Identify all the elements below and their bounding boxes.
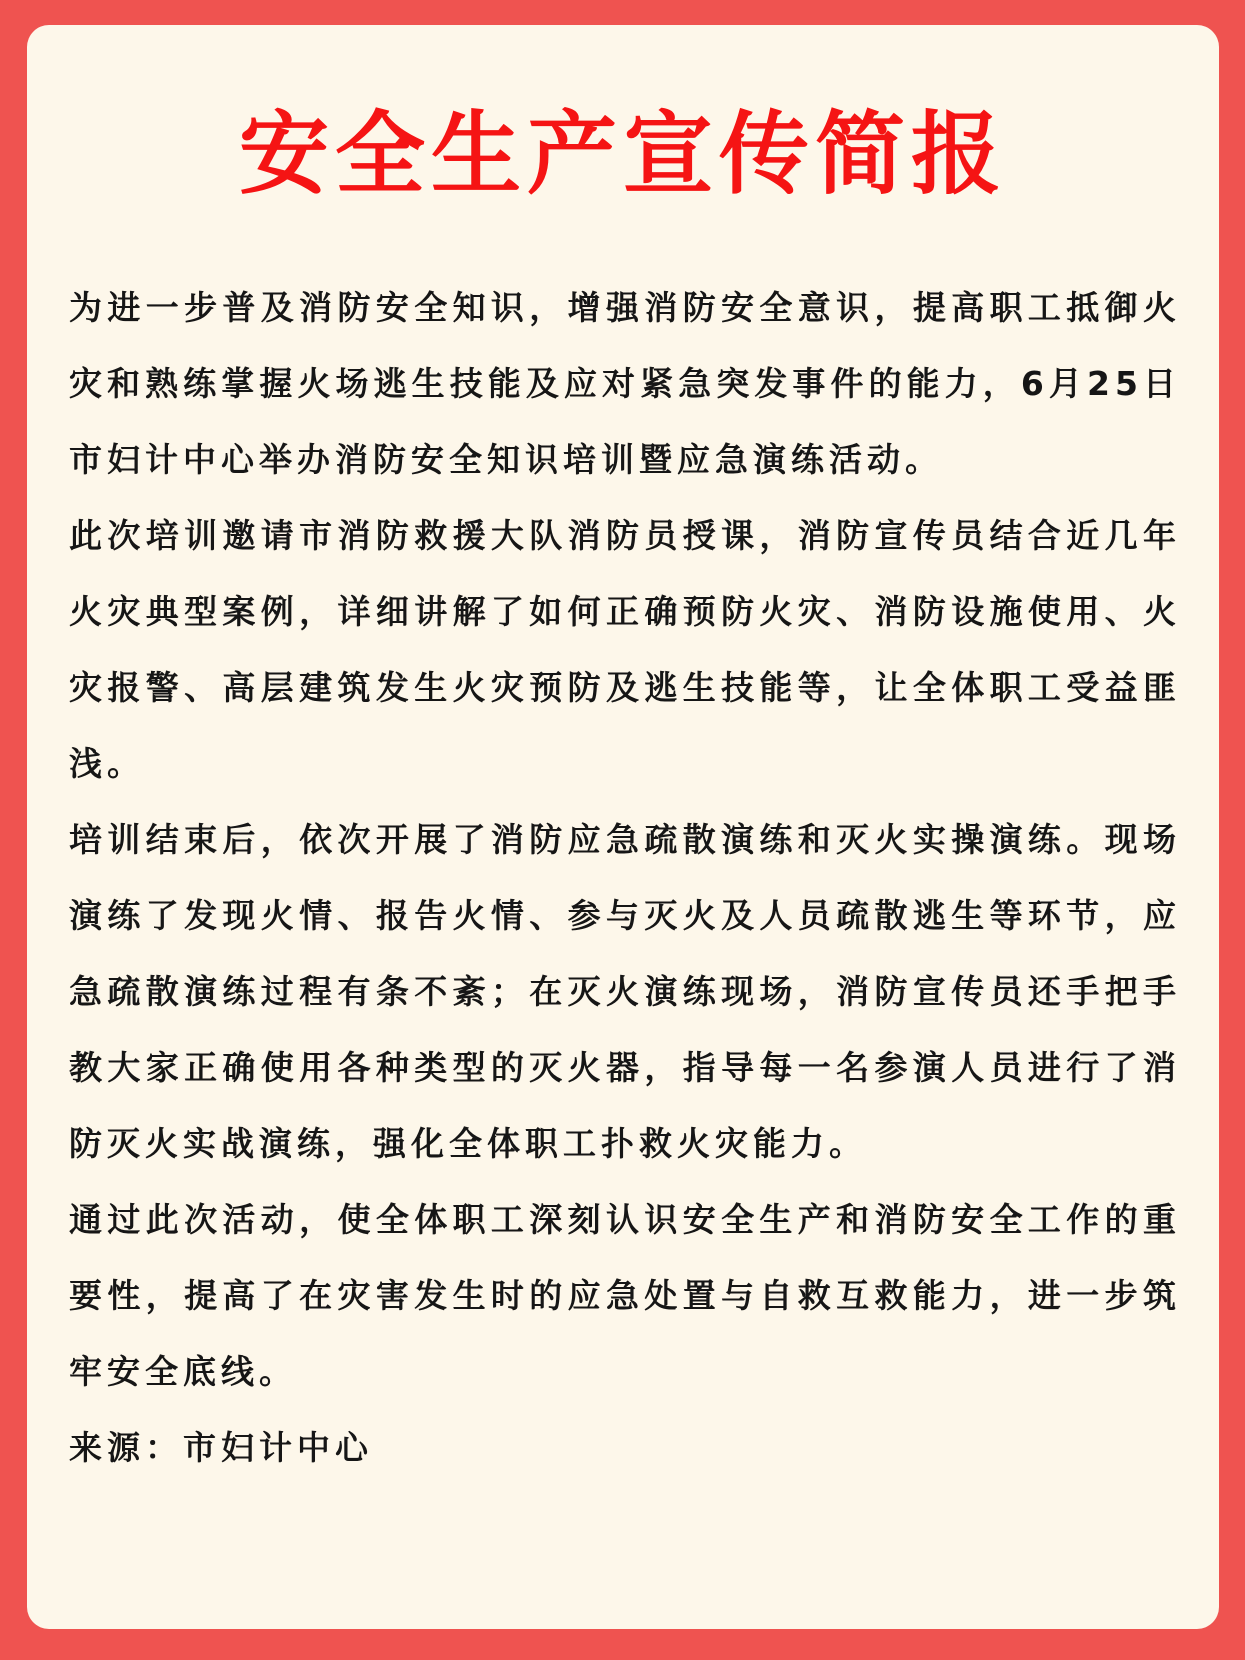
source-line: 来源：市妇计中心 (69, 1428, 373, 1467)
paragraph-conclusion: 通过此次活动，使全体职工深刻认识安全生产和消防安全工作的重要性，提高了在灾害发生时的应急处置与自救互救能力，进一步筑牢安全底线。 (69, 1200, 1181, 1391)
paragraph-drill: 培训结束后，依次开展了消防应急疏散演练和灭火实操演练。现场演练了发现火情、报告火情、参与灭火及人员疏散逃生等环节，应急疏散演练过程有条不紊；在灭火演练现场，消防宣传员还手把手教大家正确使用各种类型的灭火器，指导每一名参演人员进行了消防灭火实战演练，强化全体职工扑救火灾能力。 (69, 820, 1181, 1163)
paragraph-training: 此次培训邀请市消防救援大队消防员授课，消防宣传员结合近几年火灾典型案例，详细讲解了如何正确预防火灾、消防设施使用、火灾报警、高层建筑发生火灾预防及逃生技能等，让全体职工受益匪浅。 (69, 516, 1181, 783)
bulletin-card (27, 25, 1219, 1629)
paragraph-intro: 为进一步普及消防安全知识，增强消防安全意识，提高职工抵御火灾和熟练掌握火场逃生技能及应对紧急突发事件的能力，6月25日市妇计中心举办消防安全知识培训暨应急演练活动。 (69, 288, 1181, 479)
bulletin-title: 安全生产宣传简报 (239, 102, 1007, 207)
bulletin-body (69, 270, 1181, 1486)
